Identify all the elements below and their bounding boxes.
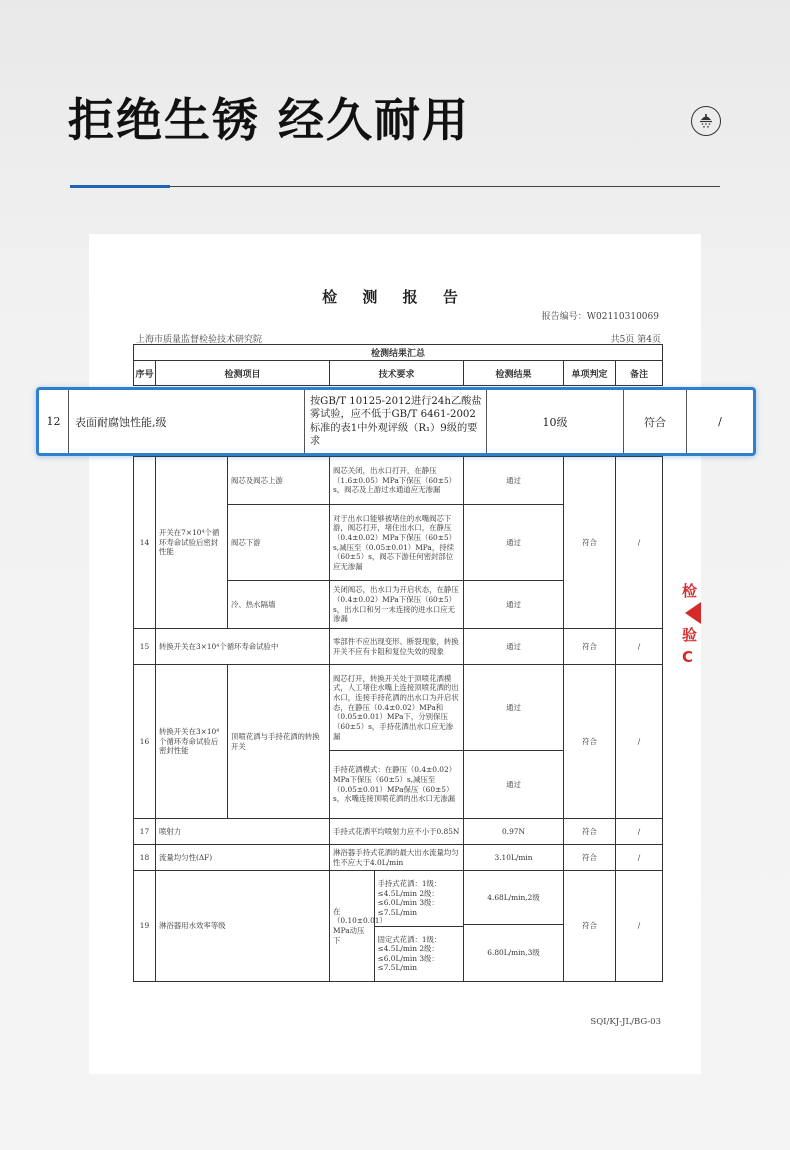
highlight-row-number: 12 bbox=[39, 390, 69, 453]
note: / bbox=[616, 629, 663, 665]
row-number: 15 bbox=[134, 629, 156, 665]
requirement: 手持花洒模式：在静压（0.4±0.02）MPa下保压（60±5）s,减压至（0.05±0.01）MPa保压（60±5）s，水嘴连接顶喷花洒的出水口无渗漏 bbox=[330, 751, 464, 819]
sub-item: 顶喷花洒与手持花洒的转换开关 bbox=[228, 665, 330, 819]
result: 3.10L/min bbox=[464, 845, 564, 871]
test-item: 喷射力 bbox=[156, 819, 330, 845]
sub-item: 阀芯下游 bbox=[228, 505, 330, 581]
requirement: 手持式花洒平均喷射力应不小于0.85N bbox=[330, 819, 464, 845]
stamp-mark bbox=[685, 602, 701, 624]
result: 6.80L/min,3级 bbox=[464, 925, 564, 982]
highlight-judgement: 符合 bbox=[624, 390, 687, 453]
col-header-requirement: 技术要求 bbox=[330, 361, 464, 386]
col-header-no: 序号 bbox=[134, 361, 156, 386]
result: 通过 bbox=[464, 665, 564, 751]
test-report-document bbox=[89, 234, 701, 1074]
stamp-char: 验 bbox=[682, 626, 698, 644]
judgement: 符合 bbox=[564, 845, 616, 871]
stamp-char: 检 bbox=[682, 582, 698, 600]
highlight-requirement: 按GB/T 10125-2012进行24h乙酸盐雾试验，应不低于GB/T 6461-2002标准的表1中外观评级（R₁）9级的要求 bbox=[305, 390, 487, 453]
requirement-group bbox=[330, 871, 464, 982]
col-header-note: 备注 bbox=[616, 361, 663, 386]
requirement: 固定式花洒：1级：≤4.5L/min 2级：≤6.0L/min 3级：≤7.5L/min bbox=[377, 934, 442, 973]
result: 通过 bbox=[464, 629, 564, 665]
result: 通过 bbox=[464, 505, 564, 581]
requirement: 零部件不应出现变形、断裂现象，转换开关不应有卡阻和复位失效的现象 bbox=[330, 629, 464, 665]
summary-header-table bbox=[133, 344, 663, 386]
test-item: 转换开关在3×10⁴个循环寿命试验中 bbox=[156, 629, 330, 665]
requirement: 手持式花洒：1级：≤4.5L/min 2级：≤6.0L/min 3级：≤7.5L/min bbox=[374, 871, 463, 926]
requirement: 关闭阀芯，出水口为开启状态，在静压（0.4±0.02）MPa下保压（60±5）s，出水口和另一未连接的进水口应无渗漏 bbox=[330, 581, 464, 629]
header-accent-bar bbox=[70, 185, 170, 188]
table-row bbox=[134, 629, 663, 665]
note: / bbox=[616, 845, 663, 871]
table-row bbox=[134, 871, 663, 925]
col-header-item: 检测项目 bbox=[156, 361, 330, 386]
row-number: 16 bbox=[134, 665, 156, 819]
judgement: 符合 bbox=[564, 629, 616, 665]
summary-title: 检测结果汇总 bbox=[134, 345, 663, 361]
requirement: 对于出水口能够被堵住的水嘴阀芯下游，阀芯打开，堵住出水口，在静压（0.4±0.02）MPa下保压（60±5）s,减压至（0.05±0.01）MPa，持续（60±5）s，阀芯下游任何密封部位应无渗漏 bbox=[330, 505, 464, 581]
note: / bbox=[616, 457, 663, 629]
stamp-char: C bbox=[682, 648, 694, 666]
test-item: 开关在7×10⁴个循环寿命试验后密封性能 bbox=[156, 457, 228, 629]
col-header-judgement: 单项判定 bbox=[564, 361, 616, 386]
requirement: 阀芯打开，转换开关处于顶喷花洒模式，人工堵住水嘴上连接顶喷花洒的出水口，连接手持花洒的出水口为开启状态，在静压（0.4±0.02）MPa和（0.05±0.01）MPa下，分别保压（60±5）s，手持花洒出水口应无渗漏 bbox=[330, 665, 464, 751]
table-row bbox=[134, 665, 663, 751]
issuing-organization: 上海市质量监督检验技术研究院 bbox=[136, 335, 263, 345]
row-number: 19 bbox=[134, 871, 156, 982]
result: 0.97N bbox=[464, 819, 564, 845]
sub-item: 冷、热水隔墙 bbox=[228, 581, 330, 629]
note: / bbox=[616, 819, 663, 845]
row-number: 18 bbox=[134, 845, 156, 871]
col-header-result: 检测结果 bbox=[464, 361, 564, 386]
report-number: 报告编号：W02110310069 bbox=[541, 312, 659, 322]
judgement: 符合 bbox=[564, 871, 616, 982]
page-info: 共5页 第4页 bbox=[610, 335, 661, 345]
note: / bbox=[616, 871, 663, 982]
judgement: 符合 bbox=[564, 665, 616, 819]
red-seal-stamp bbox=[682, 580, 702, 700]
table-row bbox=[134, 819, 663, 845]
result: 通过 bbox=[464, 751, 564, 819]
requirement: 淋浴器手持式花洒的最大出水流量均匀性不应大于4.0L/min bbox=[330, 845, 464, 871]
requirement: 阀芯关闭，出水口打开，在静压（1.6±0.05）MPa下保压（60±5）s，阀芯及上游过水通道应无渗漏 bbox=[330, 457, 464, 505]
row-number: 14 bbox=[134, 457, 156, 629]
sub-item: 阀芯及阀芯上游 bbox=[228, 457, 330, 505]
test-condition: 在（0.10±0.01）MPa动压下 bbox=[330, 871, 374, 981]
row-number: 17 bbox=[134, 819, 156, 845]
document-code: SQI/KJ-JL/BG-03 bbox=[590, 1017, 661, 1027]
highlight-note: / bbox=[718, 415, 722, 428]
test-item: 转换开关在3×10⁴个循环寿命试验后密封性能 bbox=[156, 665, 228, 819]
highlight-result: 10级 bbox=[487, 390, 624, 453]
result: 通过 bbox=[464, 581, 564, 629]
table-row bbox=[134, 845, 663, 871]
judgement: 符合 bbox=[564, 819, 616, 845]
page-headline: 拒绝生锈 经久耐用 bbox=[68, 93, 471, 147]
judgement: 符合 bbox=[564, 457, 616, 629]
note: / bbox=[616, 665, 663, 819]
highlight-test-item: 表面耐腐蚀性能,级 bbox=[69, 390, 305, 453]
test-item: 流量均匀性(ΔF) bbox=[156, 845, 330, 871]
results-table bbox=[133, 456, 663, 982]
shower-icon bbox=[691, 106, 721, 136]
report-title: 检 测 报 告 bbox=[322, 288, 468, 306]
test-item: 淋浴器用水效率等级 bbox=[156, 871, 330, 982]
result: 4.68L/min,2级 bbox=[464, 871, 564, 925]
highlighted-corrosion-row bbox=[36, 387, 756, 456]
result: 通过 bbox=[464, 457, 564, 505]
table-row bbox=[134, 457, 663, 505]
